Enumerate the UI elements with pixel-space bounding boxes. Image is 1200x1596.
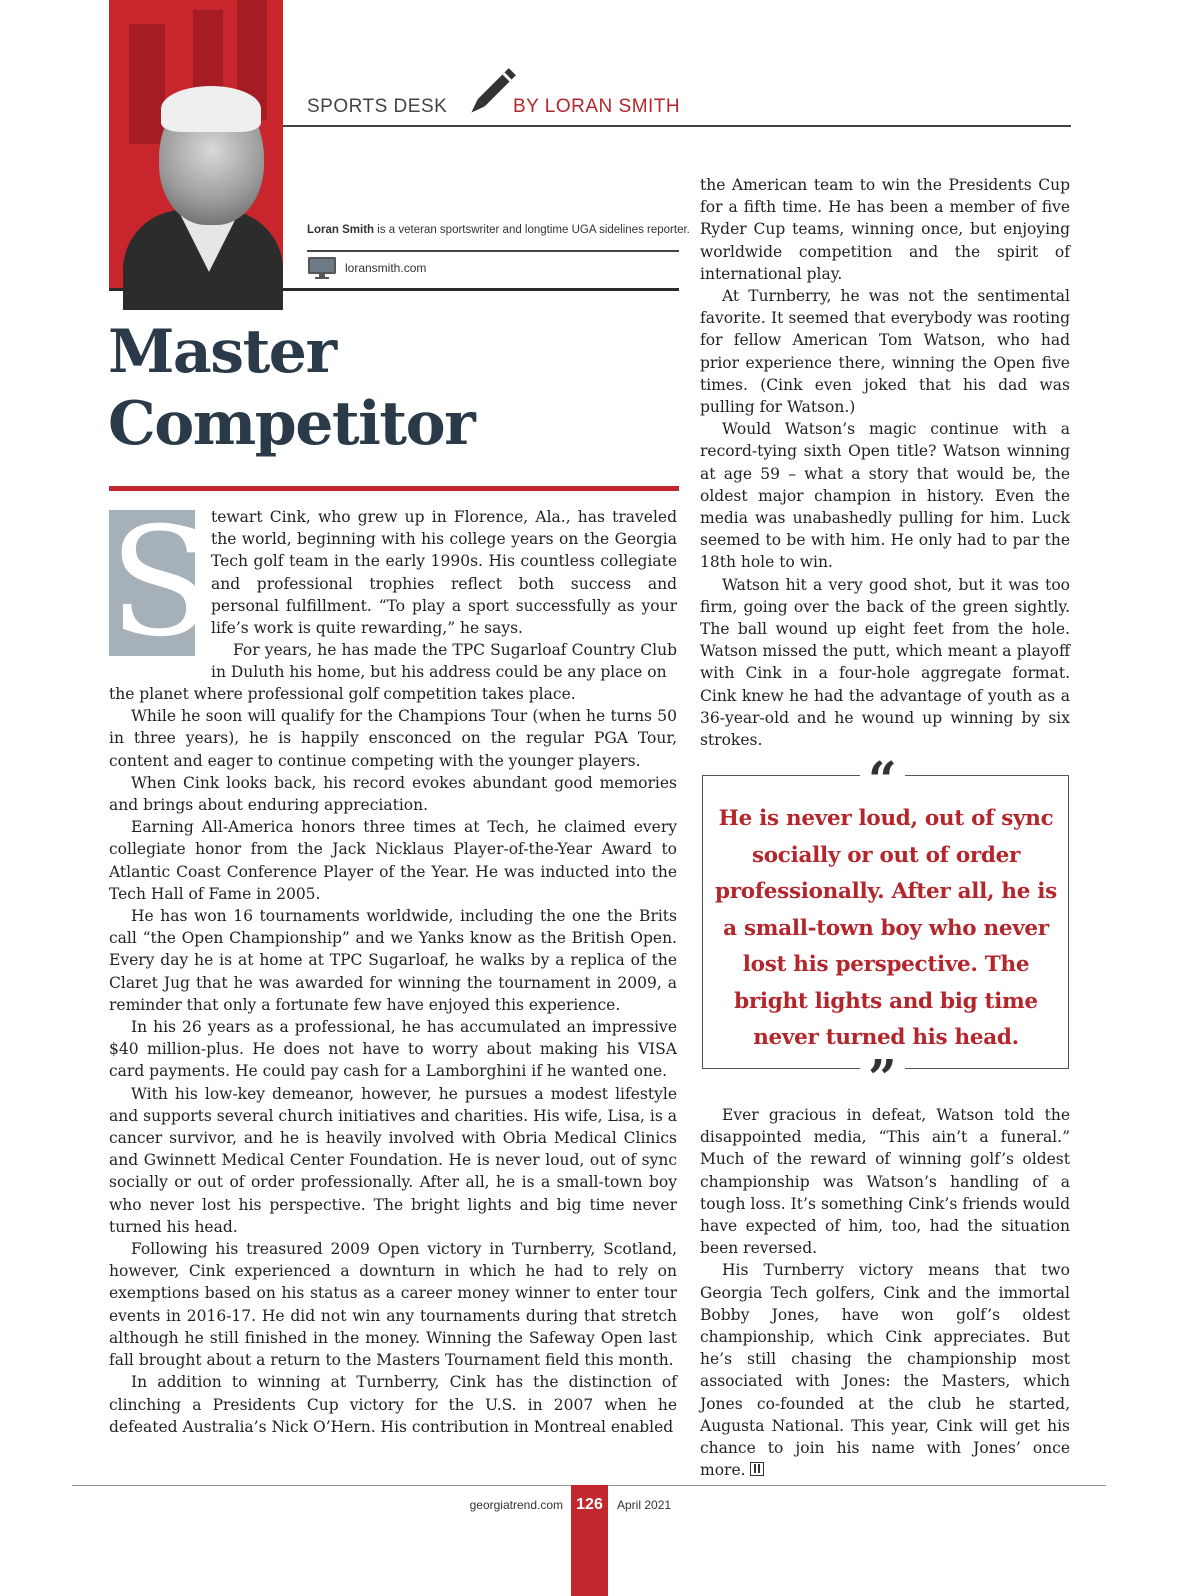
pull-quote: He is never loud, out of sync socially or out of order professionally. After all, he is a small-town boy who never lost his perspective. The bright lights and big time never turned his head. — [715, 806, 1057, 1050]
pen-icon — [456, 62, 522, 128]
website-row[interactable] — [307, 256, 426, 280]
title-rule — [109, 486, 679, 491]
logo-bar — [129, 24, 165, 144]
final-paragraph-text: His Turnberry victory means that two Georgia Tech golfers, Cink and the immortal Bobby Jones, have won golf’s oldest championship, which Cink appreciates. But he’s still chasing the championship most associated with Jones: the Masters, which Jones co-founded at the club he started, Augusta National. This year, Cink will get his chance to join his name with Jones’ once more. — [700, 1261, 1070, 1480]
paragraph: the planet where professional golf competition takes place. — [109, 685, 576, 703]
paragraph: He has won 16 tournaments worldwide, including the one the Brits call “the Open Championship” and we Yanks know as the British Open. Every day he is at home at TPC Sugarloaf, he walks by a replica of the Claret Jug that he was awarded for winning the tournament in 2009, a reminder that only a fortunate few have enjoyed this experience. — [109, 907, 677, 1014]
footer-website[interactable]: georgiatrend.com — [469, 1498, 563, 1512]
paragraph: Watson hit a very good shot, but it was too firm, going over the back of the green sightly. The ball wound up eight feet from the hole. Watson missed the putt, which meant a playoff with Cink in a four-hole aggregate format. Cink knew he had the advantage of youth as a 36-year-old and he wound up winning by six strokes. — [700, 575, 1070, 750]
paragraph: Would Watson’s magic continue with a record-tying sixth Open title? Watson winning at age 59 – what a story that would be, the oldest major champion in history. Even the media was unabashedly pulling for him. Luck seemed to be with him. He only had to par the 18th hole to win. — [700, 420, 1070, 572]
bio-rule — [307, 250, 679, 252]
left-column — [109, 683, 677, 1438]
title-line-1: Master — [108, 317, 336, 387]
lead-paragraph-block — [211, 506, 677, 684]
drop-cap-letter: S — [109, 496, 212, 670]
paragraph: Earning All-America honors three times at Tech, he claimed every collegiate honor from the Jack Nicklaus Player-of-the-Year Award to Atlantic Coast Conference Player of the Year. He was inducted into the Tech Hall of Fame in 2005. — [109, 818, 677, 903]
header-rule — [283, 125, 1071, 127]
right-column-bottom — [700, 1104, 1070, 1481]
paragraph: In addition to winning at Turnberry, Cink has the distinction of clinching a Presidents Cup victory for the U.S. in 2007 when he defeated Australia’s Nick O’Hern. His contribution in Montreal enabled — [109, 1373, 677, 1436]
drop-cap — [109, 496, 212, 670]
bio-name: Loran Smith — [307, 224, 375, 236]
article-title — [108, 316, 474, 460]
lead-paragraph: tewart Cink, who grew up in Florence, Ala., has traveled the world, beginning with his college years on the Georgia Tech golf team in the early 1990s. His countless collegiate and professional trophies reflect both success and personal fulfillment. “To play a sport successfully as your life’s work is quite rewarding,” he says. — [211, 508, 677, 638]
byline: BY LORAN SMITH — [513, 96, 681, 117]
right-column-top — [700, 174, 1070, 751]
footer-date: April 2021 — [617, 1498, 672, 1512]
author-photo — [109, 0, 283, 290]
paragraph: Ever gracious in defeat, Watson told the disappointed media, “This ain’t a funeral.” Much of the reward of winning golf’s oldest championship was Watson’s handling of a tough loss. It’s something Cink’s friends would have expected of him, too, had the situation been reversed. — [700, 1106, 1070, 1258]
photo-rule — [109, 288, 679, 291]
paragraph: Following his treasured 2009 Open victory in Turnberry, Scotland, however, Cink experienced a downturn in which he had to rely on exemptions based on his status as a career money winner to enter tour events in 2016-17. He did not win any tournaments during that stretch although he still finished in the money. Winning the Safeway Open last fall brought about a return to the Masters Tournament field this month. — [109, 1240, 677, 1370]
end-mark-icon — [750, 1462, 764, 1476]
section-label: SPORTS DESK — [307, 96, 448, 117]
monitor-icon — [307, 256, 337, 280]
paragraph: When Cink looks back, his record evokes abundant good memories and brings about enduring appreciation. — [109, 773, 677, 815]
page-number: 126 — [576, 1496, 603, 1513]
paragraph: While he soon will qualify for the Champions Tour (when he turns 50 in three years), he is happily ensconced on the regular PGA Tour, content and eager to continue competing with the younger players. — [109, 707, 677, 770]
paragraph: In his 26 years as a professional, he has accumulated an impressive $40 million-plus. He does not have to worry about making his VISA card payments. He could pay cash for a Lamborghini if he wanted one. — [109, 1018, 677, 1081]
author-bio — [307, 224, 690, 236]
close-quote-icon: ” — [860, 1058, 905, 1098]
final-paragraph — [700, 1259, 1070, 1481]
bio-text: is a veteran sportswriter and longtime UGA sidelines reporter. — [374, 224, 690, 236]
website-link[interactable]: loransmith.com — [345, 261, 427, 275]
paragraph: For years, he has made the TPC Sugarloaf Country Club in Duluth his home, but his address could be any place on — [211, 641, 677, 682]
author-hair — [161, 86, 261, 132]
paragraph: At Turnberry, he was not the sentimental favorite. It seemed that everybody was rooting for fellow American Tom Watson, who had prior experience there, winning the Open five times. (Cink even joked that his dad was pulling for Watson.) — [700, 287, 1070, 417]
title-line-2: Competitor — [108, 389, 475, 459]
open-quote-icon: “ — [860, 760, 905, 800]
paragraph: With his low-key demeanor, however, he pursues a modest lifestyle and supports several church initiatives and charities. His wife, Lisa, is a cancer survivor, and he is heavily involved with Obria Medical Clinics and Gwinnett Medical Center Foundation. He is never loud, out of sync socially or out of order professionally. After all, he is a small-town boy who never lost his perspective. The bright lights and big time never turned his head. — [109, 1084, 677, 1236]
paragraph: the American team to win the Presidents Cup for a fifth time. He has been a member of five Ryder Cup teams, winning once, but enjoying worldwide competition and the spirit of international play. — [700, 176, 1070, 283]
